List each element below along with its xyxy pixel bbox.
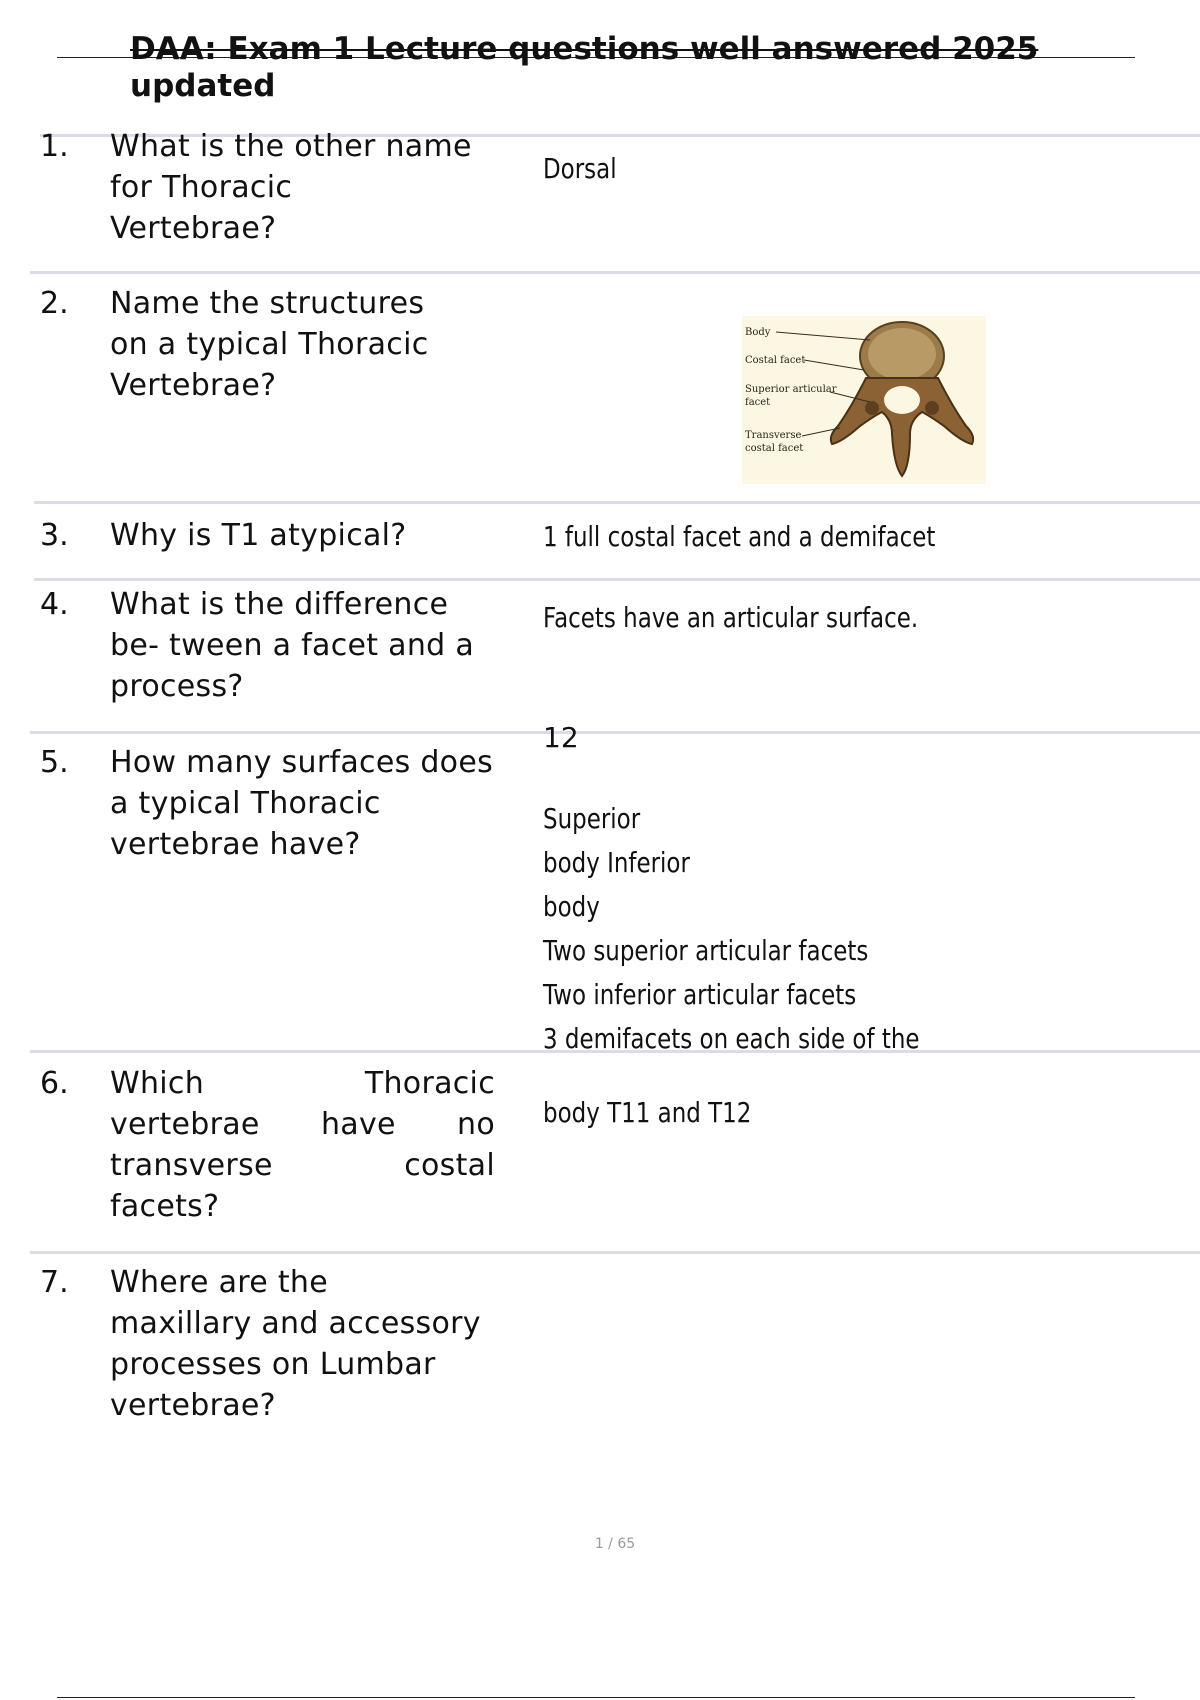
figure-label: Superior articular [745, 384, 837, 395]
question-line: be- tween a facet and a [110, 628, 474, 663]
question-text [110, 584, 530, 707]
question-line: What is the other name [110, 129, 472, 164]
figure-label: Costal facet [745, 355, 806, 366]
question-number: 2. [40, 286, 69, 321]
question-line: Where are the [110, 1265, 328, 1300]
question-line: Vertebrae? [110, 368, 277, 403]
answer-line: body Inferior [543, 846, 690, 879]
answer-line: 3 demifacets on each side of the [543, 1022, 920, 1055]
question-number: 1. [40, 129, 69, 164]
question-text [110, 1063, 495, 1227]
question-line: vertebrae? [110, 1388, 276, 1423]
question-text [110, 515, 530, 556]
question-line: for Thoracic [110, 170, 293, 205]
question-line: on a typical Thoracic [110, 327, 429, 362]
answer-line: Superior [543, 802, 641, 835]
question-number: 6. [40, 1066, 69, 1101]
answer-list [543, 797, 920, 1061]
bottom-rule [57, 1697, 1135, 1698]
answer-count: 12 [543, 721, 579, 754]
row-divider [30, 271, 1200, 274]
question-text [110, 283, 530, 406]
question-line: Vertebrae? [110, 211, 277, 246]
question-text [110, 742, 540, 865]
answer-text: Facets have an articular surface. [543, 601, 919, 634]
question-line: transverse costal [110, 1148, 495, 1183]
answer-text: 1 full costal facet and a demifacet [543, 520, 936, 553]
title-line-2: updated [130, 68, 276, 104]
answer-text: body T11 and T12 [543, 1096, 752, 1129]
question-line: vertebrae have no [110, 1107, 495, 1142]
figure-label: Transverse [745, 430, 802, 441]
question-number: 4. [40, 587, 69, 622]
question-line: a typical Thoracic [110, 786, 381, 821]
question-number: 5. [40, 745, 69, 780]
figure-label: facet [745, 397, 771, 408]
answer-line: Two inferior articular facets [543, 978, 857, 1011]
question-number: 3. [40, 518, 69, 553]
question-line: Which Thoracic [110, 1066, 495, 1101]
row-divider [34, 578, 1200, 581]
question-text [110, 126, 510, 249]
question-line: processes on Lumbar [110, 1347, 436, 1382]
question-number: 7. [40, 1265, 69, 1300]
row-divider [30, 731, 1200, 734]
row-divider [30, 1251, 1200, 1254]
question-line: Why is T1 atypical? [110, 518, 407, 553]
question-text [110, 1262, 540, 1426]
question-line: Name the structures [110, 286, 425, 321]
question-line: vertebrae have? [110, 827, 361, 862]
document-title [130, 31, 1130, 105]
answer-text: Dorsal [543, 152, 617, 185]
question-line: process? [110, 669, 244, 704]
title-line-1: DAA: Exam 1 Lecture questions well answered 2025 [130, 31, 1039, 67]
vertebra-illustration [742, 316, 986, 484]
question-line: How many surfaces does [110, 745, 494, 780]
row-divider [34, 501, 1200, 504]
answer-line: Two superior articular facets [543, 934, 869, 967]
question-line: maxillary and accessory [110, 1306, 481, 1341]
question-line: facets? [110, 1189, 220, 1224]
question-line: What is the difference [110, 587, 449, 622]
figure-label: costal facet [745, 443, 804, 454]
thoracic-vertebra-diagram [742, 316, 986, 484]
page-number: 1 / 65 [594, 1536, 636, 1552]
figure-label: Body [745, 327, 771, 338]
answer-line: body [543, 890, 600, 923]
